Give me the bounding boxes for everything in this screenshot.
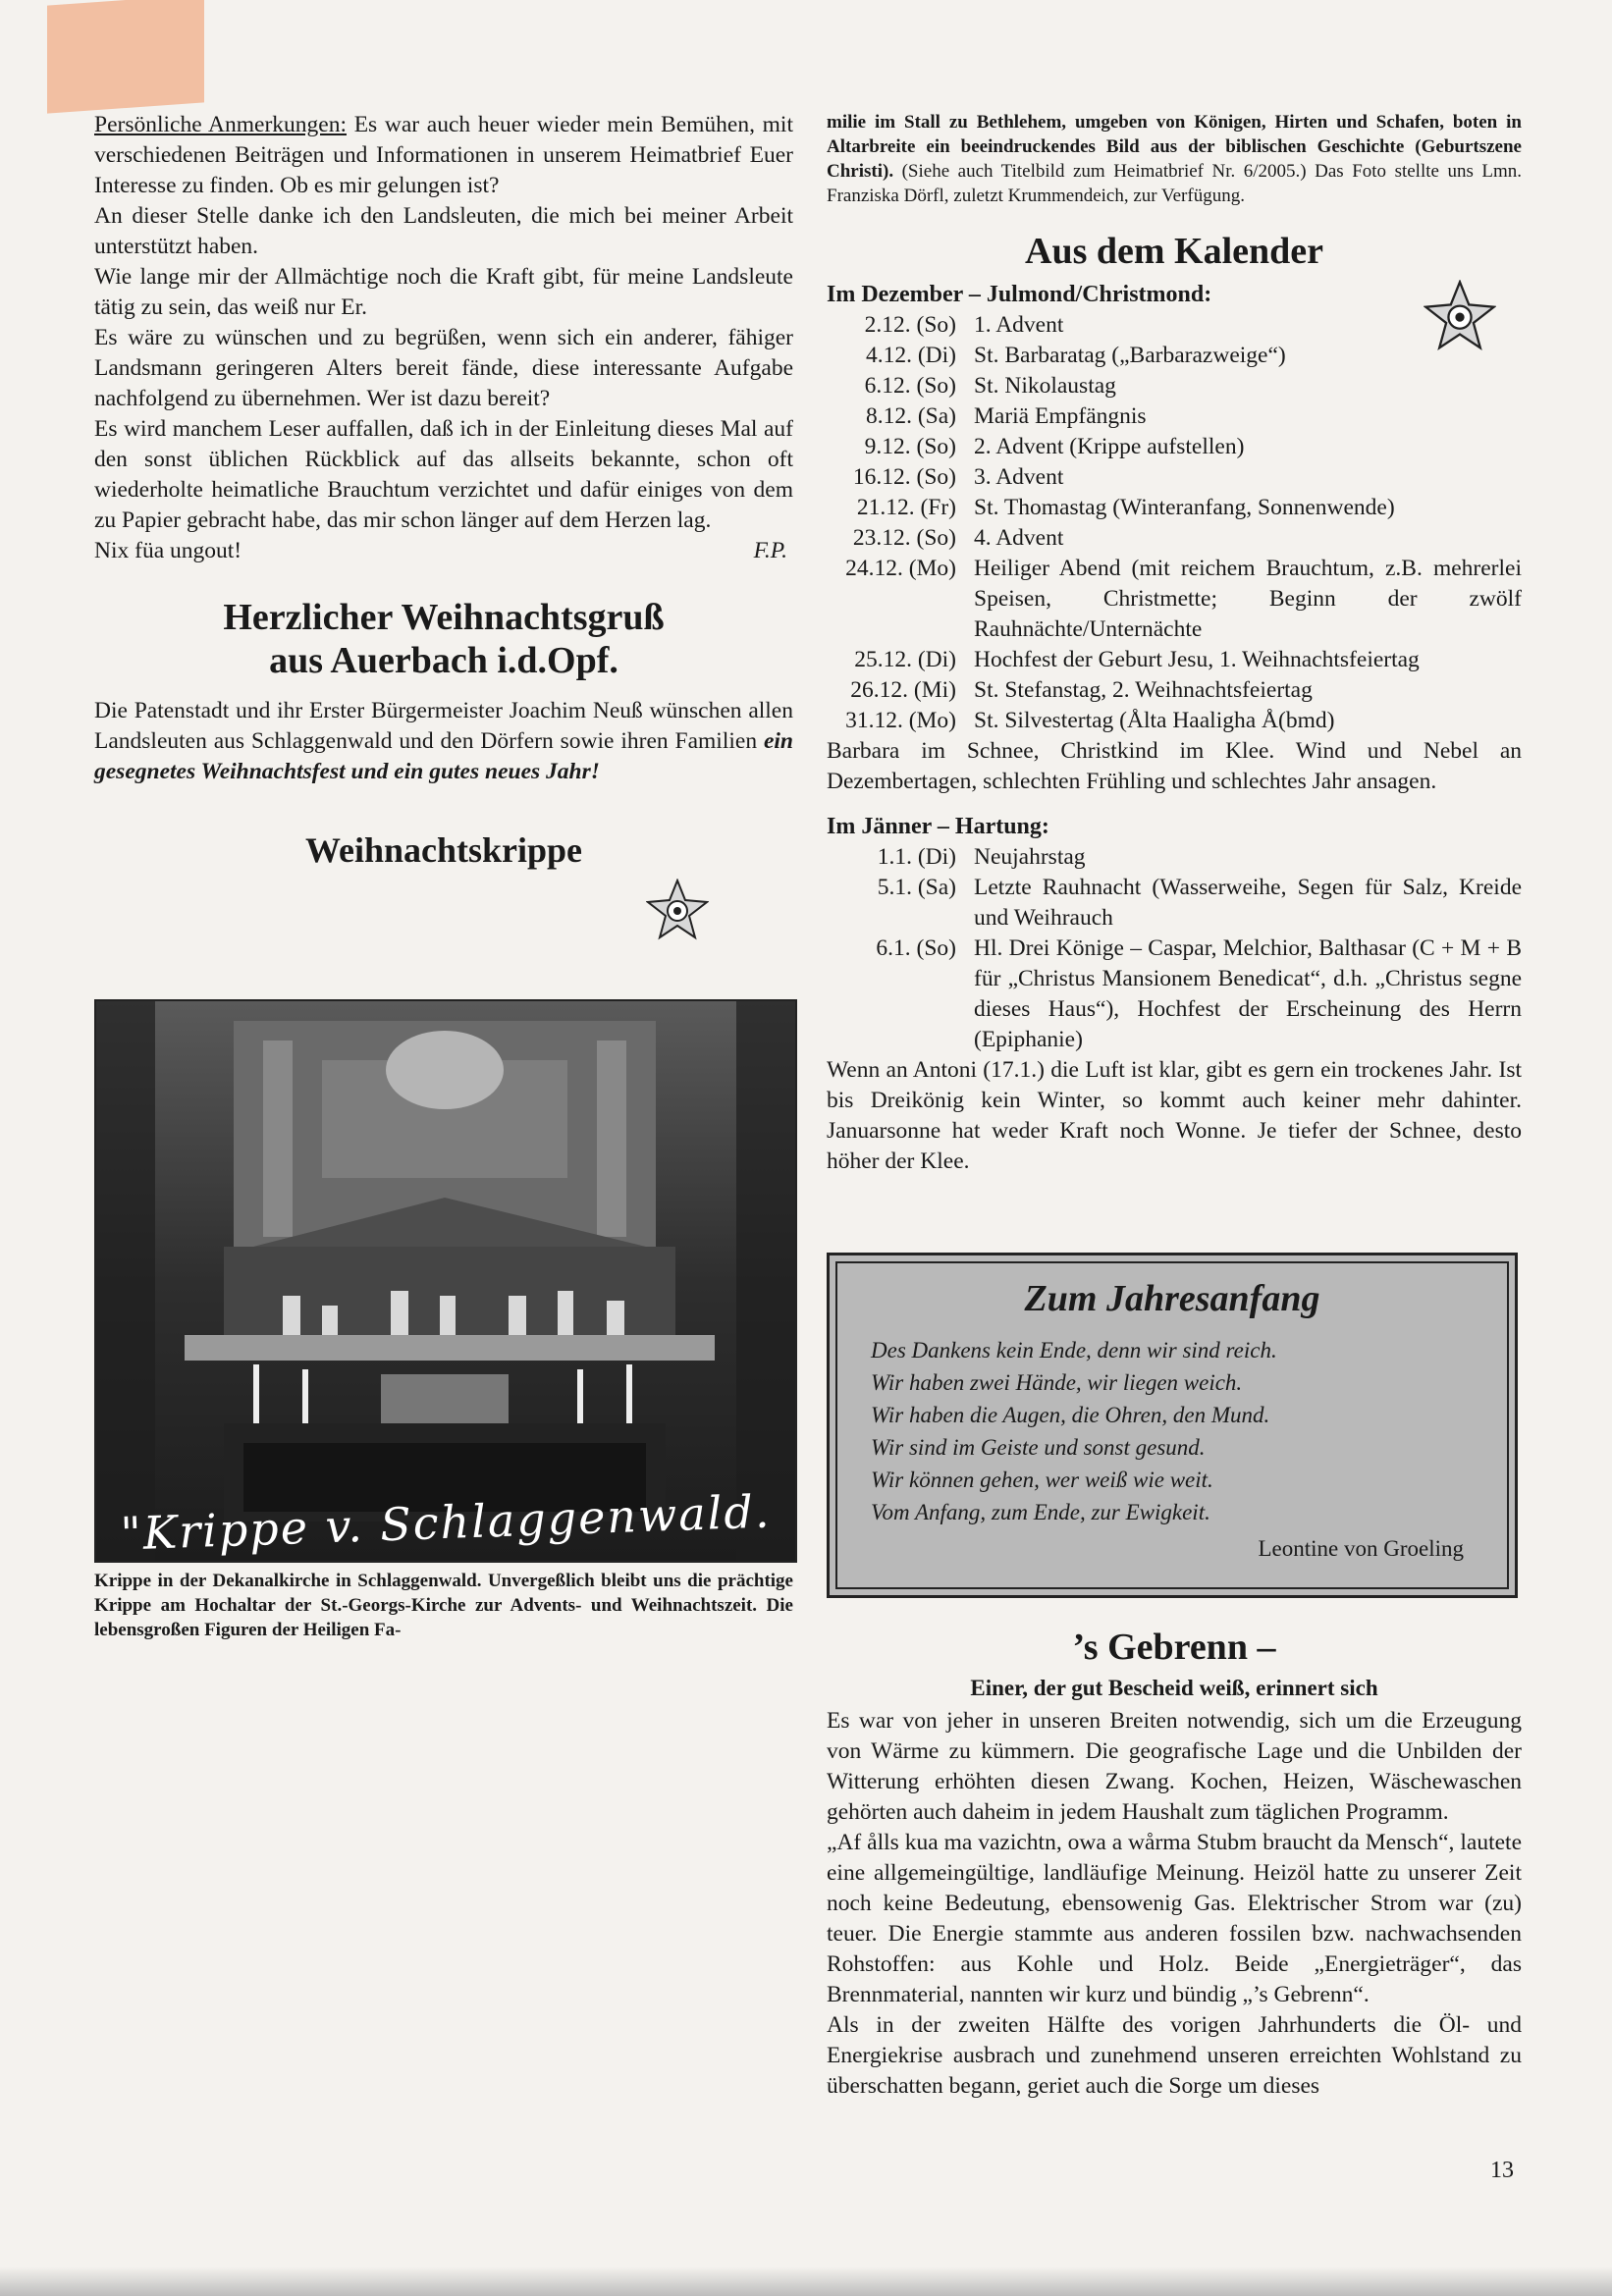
- krippe-title: Weihnachtskrippe: [304, 830, 583, 870]
- greeting-title-line-1: Herzlicher Weihnachtsgruß: [223, 597, 665, 638]
- calendar-date: 6.12. (So): [864, 373, 956, 399]
- calendar-title: Aus dem Kalender: [1025, 231, 1323, 272]
- calendar-date: 6.1. (So): [876, 935, 956, 961]
- december-row: [827, 341, 1522, 371]
- december-row: [827, 371, 1522, 401]
- closing-line: [94, 536, 793, 566]
- poem-line: Wir haben die Augen, die Ohren, den Mund.: [871, 1403, 1270, 1427]
- poem-author: Leontine von Groeling: [1258, 1536, 1464, 1561]
- page-number: 13: [1490, 2158, 1514, 2183]
- calendar-date: 5.1. (Sa): [877, 875, 956, 900]
- calendar-event: St. Barbaratag („Barbarazweige“): [974, 343, 1286, 368]
- calendar-event: St. Nikolaustag: [974, 373, 1116, 399]
- january-heading: Im Jänner – Hartung:: [827, 814, 1049, 839]
- calendar-date: 1.1. (Di): [877, 844, 956, 870]
- calendar-event: 4. Advent: [974, 525, 1064, 551]
- january-saying: Wenn an Antoni (17.1.) die Luft ist klar, gibt es gern ein trockenes Jahr. Ist bis Dreikönig kein Winter, so kommt auch keiner mehr dahinter. Januarsonne hat weder Kraft noch Wonne. Je tiefer der Schnee, desto höher der Klee.: [827, 1057, 1522, 1174]
- calendar-date: 2.12. (So): [864, 312, 956, 338]
- author-signature: F.P.: [753, 538, 787, 563]
- calendar-event: 1. Advent: [974, 312, 1064, 338]
- gebrenn-paragraph-2: „Af ålls kua ma vazichtn, owa a wårma Stubm braucht da Mensch“, lautete eine allgemeingültige, landläufige Meinung. Heizöl hatte zu unserer Zeit noch keine Bedeutung, ebensowenig Gas. Elektrischer Strom war (zu) teuer. Die Energie stammte aus anderen fossilen bzw. nachwachsenden Rohstoffen: aus Kohle und Holz. Beide „Energieträger“, das Brennmaterial, nannten wir kurz und bündig „’s Gebrenn“.: [827, 1830, 1522, 2007]
- december-row: [827, 706, 1522, 736]
- calendar-event: 3. Advent: [974, 464, 1064, 490]
- calendar-date: 31.12. (Mo): [845, 708, 956, 733]
- december-row: [827, 554, 1522, 645]
- star-ornament-icon: [646, 879, 709, 941]
- december-row: [827, 675, 1522, 706]
- poem-title: Zum Jahresanfang: [1024, 1278, 1320, 1319]
- photo-caption-block: [94, 1569, 793, 1642]
- intro-paragraph-5: Es wird manchem Leser auffallen, daß ich in der Einleitung dieses Mal auf den sonst üblichen Rückblick auf das allseits bekannte, schon oft wiederholte heimatliche Brauchtum verzichtet und dafür einiges von dem zu Papier gebracht habe, das mir schon länger auf dem Herzen lag.: [94, 416, 793, 533]
- greeting-text: [94, 696, 793, 787]
- intro-label: Persönliche Anmerkungen:: [94, 112, 347, 137]
- calendar-event: Letzte Rauhnacht (Wasserweihe, Segen für Salz, Kreide und Weihrauch: [974, 875, 1522, 931]
- january-row: [827, 934, 1522, 1055]
- intro-paragraph-3: Wie lange mir der Allmächtige noch die Kraft gibt, für meine Landsleute tätig zu sein, das weiß nur Er.: [94, 264, 793, 320]
- december-row: [827, 523, 1522, 554]
- gebrenn-title: ’s Gebrenn –: [1072, 1627, 1276, 1668]
- december-list: [827, 310, 1522, 736]
- gebrenn-subtitle: Einer, der gut Bescheid weiß, erinnert sich: [970, 1676, 1378, 1700]
- calendar-event: St. Thomastag (Winteranfang, Sonnenwende): [974, 495, 1395, 520]
- december-row: [827, 493, 1522, 523]
- gebrenn-paragraph-1: Es war von jeher in unseren Breiten notwendig, sich um die Erzeugung von Wärme zu kümmern. Die geografische Lage und die Unbilden der Witterung erhöhten diesen Zwang. Kochen, Heizen, Wäschewaschen gehörten auch daheim in jedem Haushalt zum täglichen Programm.: [827, 1708, 1522, 1825]
- greeting-body: Die Patenstadt und ihr Erster Bürgermeister Joachim Neuß wünschen allen Landsleuten aus Schlaggenwald und den Dörfern sowie ihren Familien: [94, 698, 793, 754]
- poem-line: Wir haben zwei Hände, wir liegen weich.: [871, 1370, 1243, 1395]
- intro-text-1: Es war auch heuer wieder mein Bemühen, mit verschiedenen Beiträgen und Informationen in unserem Heimatbrief Euer Interesse zu finden. Ob es mir gelungen ist?: [94, 112, 793, 198]
- december-heading: Im Dezember – Julmond/Christmond:: [827, 282, 1212, 307]
- intro-paragraph-2: An dieser Stelle danke ich den Landsleuten, die mich bei meiner Arbeit unterstützt haben.: [94, 203, 793, 259]
- poem-box: [827, 1253, 1518, 1598]
- greeting-emphasis: ein gesegnetes Weihnachtsfest und ein gutes neues Jahr!: [94, 728, 793, 784]
- calendar-date: 24.12. (Mo): [845, 556, 956, 581]
- calendar-event: Neujahrstag: [974, 844, 1086, 870]
- calendar-event: Hl. Drei Könige – Caspar, Melchior, Balthasar (C + M + B für „Christus Mansionem Benedicat“, d.h. „Christus segne dieses Haus“), Hochfest der Erscheinung des Herrn (Epiphanie): [974, 935, 1522, 1052]
- photo-caption-text: Krippe in der Dekanalkirche in Schlaggenwald. Unvergeßlich bleibt uns die prächtige Krippe am Hochaltar der St.-Georgs-Kirche zur Advents- und Weihnachtszeit. Die lebensgroßen Figuren der Heiligen Fa-: [94, 1571, 793, 1640]
- january-row: [827, 873, 1522, 934]
- left-column: [94, 110, 793, 872]
- calendar-event: 2. Advent (Krippe aufstellen): [974, 434, 1245, 459]
- closing-text: Nix füa ungout!: [94, 538, 242, 563]
- calendar-event: St. Silvestertag (Ålta Haaligha Å(bmd): [974, 708, 1335, 733]
- right-column: [827, 110, 1522, 1177]
- caption-continued-bold: milie im Stall zu Bethlehem, umgeben von Königen, Hirten und Schafen, boten in Altarbreite ein beeindruckendes Bild aus der biblischen Geschichte (Geburtszene Christi).: [827, 112, 1522, 182]
- poem-line: Des Dankens kein Ende, denn wir sind reich.: [871, 1338, 1277, 1362]
- poem-line: Wir können gehen, wer weiß wie weit.: [871, 1468, 1213, 1492]
- calendar-event: Heiliger Abend (mit reichem Brauchtum, z.B. mehrerlei Speisen, Christmette; Beginn der zwölf Rauhnächte/Unternächte: [974, 556, 1522, 642]
- january-list: [827, 842, 1522, 1055]
- january-row: [827, 842, 1522, 873]
- december-row: [827, 645, 1522, 675]
- poem-line: Wir sind im Geiste und sonst gesund.: [871, 1435, 1206, 1460]
- calendar-event: Hochfest der Geburt Jesu, 1. Weihnachtsfeiertag: [974, 647, 1420, 672]
- gebrenn-paragraph-3: Als in der zweiten Hälfte des vorigen Jahrhunderts die Öl- und Energiekrise ausbrach und zunehmend unseren erreichten Wohlstand zu überschatten begann, geriet auch die Sorge um dieses: [827, 2012, 1522, 2099]
- calendar-date: 23.12. (So): [852, 525, 956, 551]
- calendar-date: 26.12. (Mi): [850, 677, 956, 703]
- calendar-date: 9.12. (So): [864, 434, 956, 459]
- intro-paragraph-1: [94, 110, 793, 201]
- scan-bottom-edge: [0, 2267, 1612, 2296]
- december-row: [827, 310, 1522, 341]
- caption-continued: [827, 110, 1522, 208]
- calendar-date: 8.12. (Sa): [865, 403, 956, 429]
- calendar-date: 21.12. (Fr): [856, 495, 956, 520]
- calendar-date: 25.12. (Di): [854, 647, 956, 672]
- church-nativity-image: [96, 1001, 795, 1561]
- photo-handwritten-caption: "Krippe v. Schlaggenwald.: [119, 1484, 773, 1561]
- krippe-photo: [94, 999, 797, 1563]
- caption-note: (Siehe auch Titelbild zum Heimatbrief Nr. 6/2005.) Das Foto stellte uns Lmn. Franziska Dörfl, zuletzt Krummendeich, zur Verfügung.: [827, 161, 1522, 206]
- december-row: [827, 432, 1522, 462]
- page-corner-tab: [47, 0, 204, 114]
- december-row: [827, 462, 1522, 493]
- greeting-title-line-2: aus Auerbach i.d.Opf.: [269, 640, 618, 681]
- poem-line: Vom Anfang, zum Ende, zur Ewigkeit.: [871, 1500, 1210, 1524]
- calendar-event: Mariä Empfängnis: [974, 403, 1147, 429]
- poem-lines: [871, 1334, 1474, 1528]
- december-row: [827, 401, 1522, 432]
- calendar-date: 16.12. (So): [852, 464, 956, 490]
- december-saying: Barbara im Schnee, Christkind im Klee. Wind und Nebel an Dezembertagen, schlechten Frühling und schlechtes Jahr ansagen.: [827, 738, 1522, 794]
- intro-paragraph-4: Es wäre zu wünschen und zu begrüßen, wenn sich ein anderer, fähiger Landsmann geringeren Alters bereit fände, diese interessante Aufgabe nachfolgend zu übernehmen. Wer ist dazu bereit?: [94, 325, 793, 411]
- poem-box-inner: [835, 1261, 1509, 1589]
- calendar-date: 4.12. (Di): [865, 343, 956, 368]
- gebrenn-article: [827, 1626, 1522, 2102]
- calendar-event: St. Stefanstag, 2. Weihnachtsfeiertag: [974, 677, 1313, 703]
